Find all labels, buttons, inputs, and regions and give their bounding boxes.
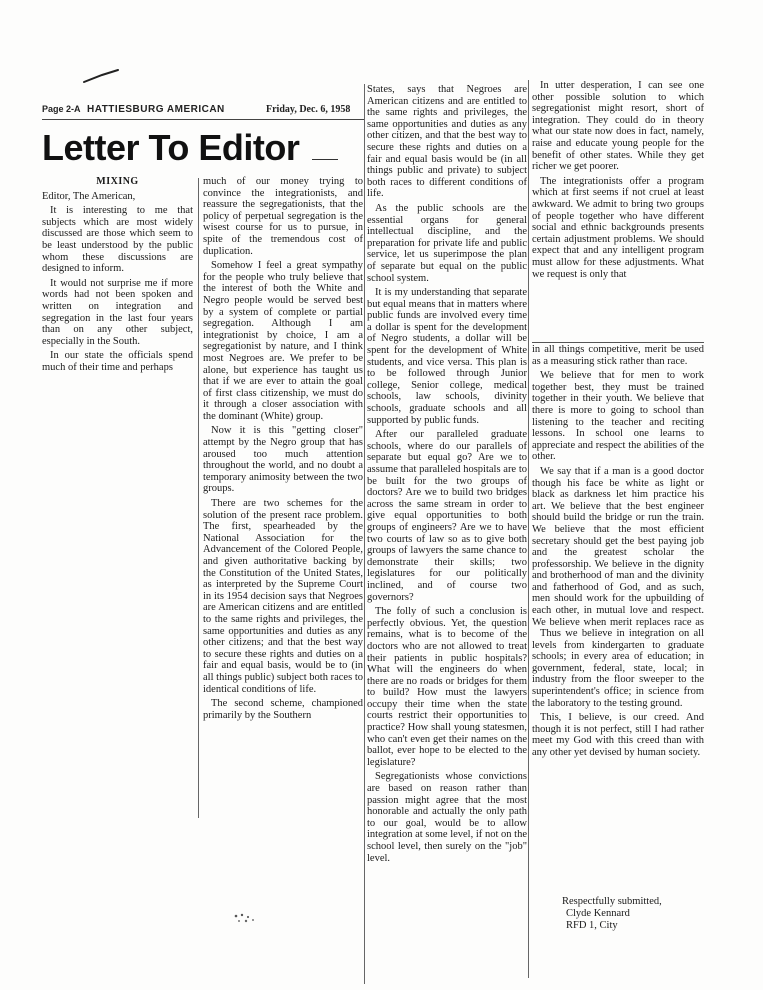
paragraph: The integrationists offer a program which at first seems if not cruel at least awkward. We admit to bring two groups of people together who have different social and ethnic backgrounds presents certain adjustment problems. We should expect that and any intelligent program must allow for these adjustments. What we request is only that	[532, 175, 704, 280]
paragraph: We believe that for men to work together best, they must be trained together in their youth. We believe that there is more to going to school than listening to the teacher and reciting lessons. In school one learns to appreciate and respect the abilities of the other.	[532, 370, 704, 463]
column-break-rule	[532, 342, 704, 343]
salutation: Editor, The American,	[42, 190, 136, 202]
column-divider	[198, 178, 199, 818]
paragraph: In our state the officials spend much of their time and perhaps	[42, 350, 193, 373]
article-column-3	[367, 84, 527, 988]
column-divider	[364, 84, 365, 984]
newspaper-name: HATTIESBURG AMERICAN	[87, 104, 225, 115]
section-title: MIXING	[96, 176, 139, 187]
headline: Letter To Editor	[42, 127, 300, 168]
page-number: Page 2-A	[42, 104, 81, 114]
author-address: RFD 1, City	[566, 919, 618, 931]
paragraph: much of our money trying to convince the integrationists, and reassure the segregationists, that the policy of perpetual segregation is the wisest course for us to pursue, in spite of the tremendous cost of duplication.	[203, 176, 363, 257]
issue-date: Friday, Dec. 6, 1958	[266, 104, 351, 115]
article-column-1	[42, 176, 193, 386]
paragraph: This, I believe, is our creed. And though it is not perfect, still I had rather meet my God with this creed than with any other yet devised by human society.	[532, 712, 704, 758]
article-column-5	[532, 344, 704, 628]
article-column-2	[203, 176, 363, 820]
article-column-4	[532, 80, 704, 342]
article-column-6	[532, 628, 704, 844]
signature-block	[532, 896, 704, 966]
paragraph: Thus we believe in integration on all levels from kindergarten to graduate schools; in every area of education; in government, federal, state, local; in industry from the floor sweeper to the superintendent's office; in science from the laboratory to the testing ground.	[532, 628, 704, 709]
paragraph: The folly of such a conclusion is perfectly obvious. Yet, the question remains, what is to become of the doctors who are not allowed to treat their patients in public hospitals? What will the engineers do when there are no roads or bridges for them to build? How must the lawyers occupy their time when the state courts restrict their opportunities to practice? How shall young statesmen, who can't even get their names on the ballot, ever hope to be elected to the legislature?	[367, 606, 527, 768]
headline-underline	[312, 159, 338, 160]
paragraph: We say that if a man is a good doctor though his face be white as light or black as darkness let him practice his art. We believe that the best engineer should build the bridge or run the train. We believe that the most efficient secretary should get the best paying job and the greatest scholar the professorship. We believe in the dignity and brotherhood of man and the divinity and fatherhood of God, and as such, men should work for the upbuilding of each other, in mutual love and respect. We believe when merit replaces race as	[532, 465, 704, 628]
column-divider	[528, 80, 529, 978]
ink-smudge-icon	[232, 912, 258, 924]
paragraph: It is interesting to me that subjects which are most widely discussed are those which seem to be least understood by the public whom these discussions are designed to inform.	[42, 205, 193, 275]
paragraph: It is my understanding that separate but equal means that in matters where public funds are involved every time a dollar is spent for the development of Negro students, a dollar will be spent for the development of White students, and vice versa. This plan is to be followed through Junior college, Senior college, medical schools, law schools, divinity schools, graduate schools and all supported by public funds.	[367, 287, 527, 426]
pen-mark-icon	[82, 68, 120, 84]
author-name: Clyde Kennard	[566, 907, 630, 919]
closing: Respectfully submitted,	[562, 896, 662, 907]
paragraph: States, says that Negroes are American citizens and are entitled to the same rights and privileges, the same opportunities and duties as any other citizen, and that the best way to secure these rights and duties on a fair and equal basis would be (in all things public and private) to subject both races to different conditions of life.	[367, 84, 527, 200]
paragraph: In utter desperation, I can see one other possible solution to which segregationist might resort, short of integration. They could do in theory what our state now does in fact, namely, raise and educate young people for the benefit of other states. While they get richer we get poorer.	[532, 80, 704, 173]
paragraph: Segregationists whose convictions are based on reason rather than passion might agree that the most honorable and actually the only path to our goal, would be to allow integration at some level, if not on the school level, then surely on the "job" level.	[367, 771, 527, 864]
paragraph: It would not surprise me if more words had not been spoken and written on integration and segregation in the last four years than on any other subject, especially in the South.	[42, 277, 193, 347]
paragraph: After our paralleled graduate schools, where do our parallels of separate but equal go? Are we to assume that paralleled hospitals are to be built for the two groups of doctors? Are we to build two bridges across the same stream in order to give equal opportunities to both groups of engineers? Are we to have two courts of law so as to give both groups of lawyers the same chance to demonstrate their skills; two legislatures for our politically inclined, and of course two governors?	[367, 429, 527, 603]
paragraph: As the public schools are the essential organs for general intellectual discipline, and the preparation for private life and public service, let us superimpose the plan of separate but equal on the public school system.	[367, 202, 527, 284]
paragraph: There are two schemes for the solution of the present race problem. The first, spearheaded by the National Association for the Advancement of the Colored People, and given authoritative backing by the Constitution of the United States, as interpreted by the Supreme Court in its 1954 decision says that Negroes are American citizens and are entitled to the same rights and privileges, the same opportunities and duties as any other citizens; and that the best way to secure these rights and duties on a fair and equal basis, would be to (in all things public) subject both races to identical conditions of life.	[203, 498, 363, 695]
paragraph: Somehow I feel a great sympathy for the people who truly believe that the interest of both the White and Negro people would be served best by a system of complete or partial segregation. Although I am integrationist by choice, I am a segregationist by nature, and I think most Negroes are. We prefer to be alone, but experience has taught us that if we are ever to attain the goal of first class citizenship, we must do it through a closer association with the dominant (White) group.	[203, 260, 363, 422]
paragraph: in all things competitive, merit be used as a measuring stick rather than race.	[532, 344, 704, 367]
masthead	[42, 104, 362, 120]
paragraph: The second scheme, championed primarily by the Southern	[203, 698, 363, 721]
masthead-rule	[42, 119, 364, 120]
paragraph: Now it is this "getting closer" attempt by the Negro group that has aroused too much attention throughout the world, and no doubt a temporary animosity between the two groups.	[203, 425, 363, 495]
